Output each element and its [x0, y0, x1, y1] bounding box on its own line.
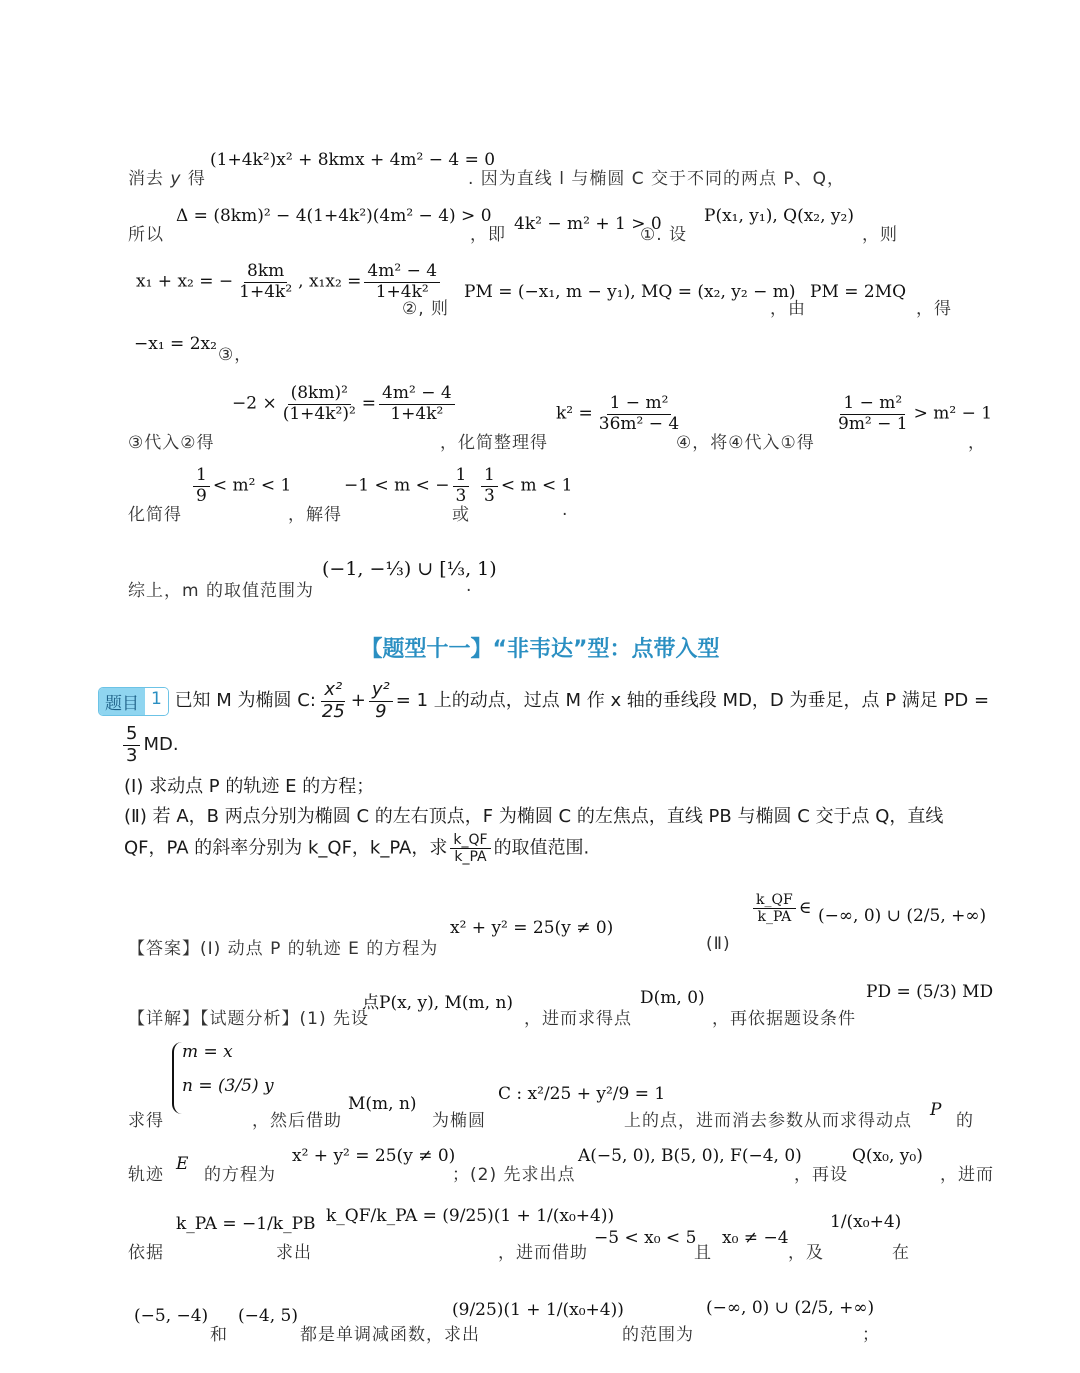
equation: −x₁ = 2x₂: [134, 334, 217, 354]
text: ②, 则: [402, 299, 450, 319]
text: 求出: [276, 1243, 312, 1263]
equation: Δ = (8km)² − 4(1+4k²)(4m² − 4) > 0: [176, 206, 492, 226]
equation: x² + y² = 25(y ≠ 0): [450, 918, 614, 938]
equation: (−∞, 0) ∪ (2/5, +∞): [706, 1298, 875, 1318]
text: 都是单调减函数，求出: [300, 1325, 480, 1345]
equation: 1/(x₀+4): [830, 1212, 902, 1232]
text: 或: [452, 505, 470, 525]
text: ，进而求得点: [524, 1009, 632, 1029]
problem-part-2b: QF，PA 的斜率分别为 k_QF，k_PA，求 $\frac{k\_QF}{k\_PA}$ 的取值范围.: [124, 832, 590, 866]
equation: D(m, 0): [640, 988, 705, 1008]
text: ，然后借助: [252, 1111, 342, 1131]
equation: M(m, n): [348, 1094, 417, 1114]
text: 且: [694, 1243, 712, 1263]
text: ，得: [916, 299, 952, 319]
text: 消去 y 得: [128, 169, 206, 189]
equation: P(x₁, y₁), Q(x₂, y₂): [704, 206, 854, 226]
text: ，再设: [794, 1165, 848, 1185]
equation: (9/25)(1 + 1/(x₀+4)): [452, 1300, 624, 1320]
equation: E: [176, 1154, 189, 1174]
text: ，解得: [288, 505, 342, 525]
text: . 因为直线 l 与椭圆 C 交于不同的两点 P、Q，: [468, 169, 846, 189]
equation: x₁ + x₂ = − $\frac{8km}{\text{1+4k²}}$ , x₁x₂ = $\frac{\text{4m² − 4}}{\text{1+4k²}}$: [136, 262, 443, 302]
equation-system: m = x n = (3/5) y: [172, 1042, 274, 1114]
equation: (−∞, 0) ∪ (2/5, +∞): [818, 906, 987, 926]
equation: k_QF/k_PA = (9/25)(1 + 1/(x₀+4)): [326, 1206, 615, 1226]
text: 综上，m 的取值范围为: [128, 581, 314, 601]
text: 【详解】【试题分析】(1) 先设: [128, 1009, 369, 1029]
equation: PM = 2MQ: [810, 282, 907, 302]
equation: $\frac{\text{1 − m²}}{\text{9m² − 1}}$ > m² − 1: [838, 393, 993, 434]
equation: (−5, −4): [134, 1306, 209, 1326]
text: 的范围为: [622, 1325, 694, 1345]
equation: −5 < x₀ < 5: [594, 1228, 697, 1248]
text: ；: [862, 1325, 880, 1345]
problem-line-1: 题目 1 已知 M 为椭圆 C: $\frac{\text{x²}}{25}$ + $\frac{\text{y²}}{9}$ = 1 上的动点，过点 M 作 x 轴的垂线段 MD，D 为垂足，点 P 满足 PD =: [98, 680, 989, 722]
equation: 点P(x, y), M(m, n): [362, 993, 514, 1013]
text: ，: [968, 433, 986, 453]
equation: −1 < m < − $\frac{1}{3}$: [344, 466, 472, 506]
equation: P: [930, 1100, 942, 1120]
text: ，再依据题设条件: [712, 1009, 856, 1029]
equation: −2 × $\frac{\text{(8km)²}}{\text{(1+4k²)²}}$ = $\frac{\text{4m² − 4}}{\text{1+4k²}}$: [232, 384, 458, 424]
answer-part2-label: (Ⅱ): [706, 934, 731, 954]
text: ，化简整理得: [440, 433, 548, 453]
text: ，进而借助: [498, 1243, 588, 1263]
text: .: [466, 576, 473, 596]
problem-part-1: (Ⅰ) 求动点 P 的轨迹 E 的方程；: [124, 776, 375, 797]
text: ，由: [770, 299, 806, 319]
equation: (−1, −⅓) ∪ [⅓, 1): [322, 558, 497, 580]
text: ；(2) 先求出点: [452, 1165, 576, 1185]
equation: $\frac{k\_QF}{k\_PA}$ ∈: [750, 892, 811, 925]
text: .: [562, 500, 569, 520]
equation: x² + y² = 25(y ≠ 0): [292, 1146, 456, 1166]
text: 求得: [128, 1111, 164, 1131]
equation: PM = (−x₁, m − y₁), MQ = (x₂, y₂ − m): [464, 282, 796, 302]
equation: k_PA = −1/k_PB: [176, 1214, 316, 1234]
equation: $\frac{1}{3}$ < m < 1: [478, 466, 572, 506]
text: ①. 设: [640, 225, 688, 245]
equation: A(−5, 0), B(5, 0), F(−4, 0): [578, 1146, 802, 1166]
text: 为椭圆: [432, 1111, 486, 1131]
text: ，则: [862, 225, 898, 245]
text: 依据: [128, 1243, 164, 1263]
text: ③，: [218, 345, 253, 365]
section-heading: 【题型十一】“非韦达”型：点带入型: [360, 637, 720, 662]
text: 轨迹: [128, 1165, 164, 1185]
text: 在: [892, 1243, 910, 1263]
equation: Q(x₀, y₀): [852, 1146, 923, 1166]
problem-badge: 题目 1: [98, 687, 169, 716]
problem-part-2a: (Ⅱ) 若 A，B 两点分别为椭圆 C 的左右顶点，F 为椭圆 C 的左焦点，直线 PB 与椭圆 C 交于点 Q，直线: [124, 806, 944, 827]
text: 的: [956, 1111, 974, 1131]
text: 化简得: [128, 505, 182, 525]
text: ，进而: [940, 1165, 994, 1185]
equation: $\frac{1}{9}$ < m² < 1: [190, 466, 291, 506]
text: ③代入②得: [128, 433, 215, 453]
equation: PD = (5/3) MD: [866, 982, 994, 1002]
answer-label: 【答案】(Ⅰ) 动点 P 的轨迹 E 的方程为: [128, 939, 439, 959]
text: ，及: [788, 1243, 824, 1263]
equation: 4k² − m² + 1 > 0: [514, 214, 662, 234]
text: 上的点，进而消去参数从而求得动点: [624, 1111, 912, 1131]
equation: x₀ ≠ −4: [722, 1228, 789, 1248]
text: 和: [210, 1325, 228, 1345]
text: ，即: [470, 225, 506, 245]
equation: (−4, 5): [238, 1306, 298, 1326]
equation: (1+4k²)x² + 8kmx + 4m² − 4 = 0: [210, 150, 496, 170]
equation: C : x²/25 + y²/9 = 1: [498, 1084, 666, 1104]
text: 的方程为: [204, 1165, 276, 1185]
equation: k² = $\frac{\text{1 − m²}}{\text{36m² − 4}}$: [556, 393, 680, 434]
problem-line-2: $\frac{5}{3}$ MD.: [120, 724, 179, 766]
text: 所以: [128, 225, 164, 245]
text: ④，将④代入①得: [676, 433, 815, 453]
